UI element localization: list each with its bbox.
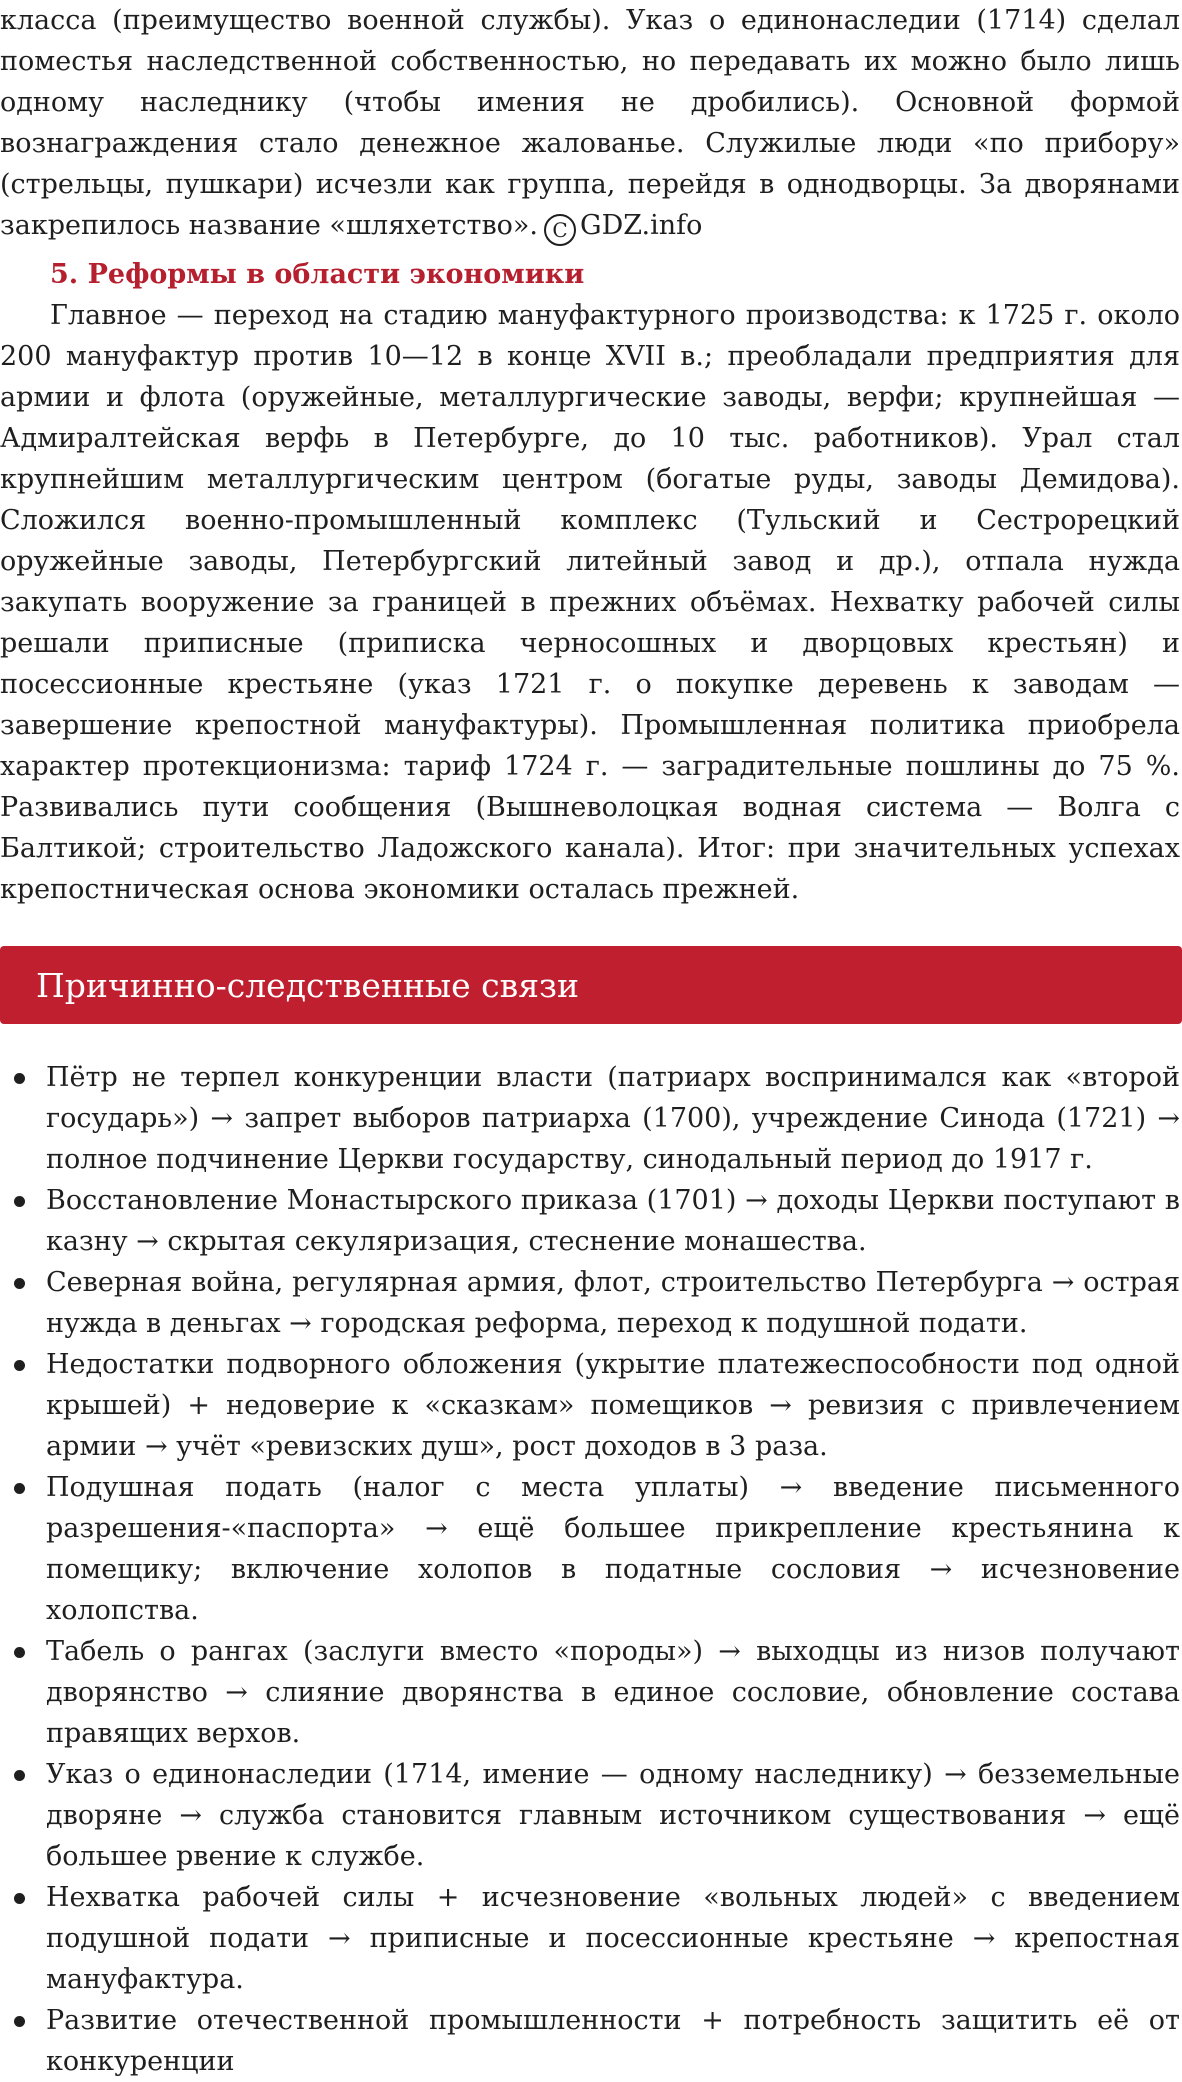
list-item-text: Табель о рангах (заслуги вместо «породы») → выходцы из низов получают дворянство → слияние дворянства в единое сословие, обновление состава правящих верхов. xyxy=(46,1636,1180,1749)
bullet-icon xyxy=(14,1893,25,1904)
list-item-text: Нехватка рабочей силы + исчезновение «вольных людей» с введением подушной подати → приписные и посессионные крестьяне → крепостная мануфактура. xyxy=(46,1882,1180,1995)
section-heading: 5. Реформы в области экономики xyxy=(50,259,585,290)
bullet-icon xyxy=(14,1360,25,1371)
cause-effect-banner xyxy=(0,946,1182,1024)
copyright-icon: C xyxy=(544,214,576,246)
list-item-text: Развитие отечественной промышленности + потребность защитить её от конкуренции xyxy=(46,2005,1180,2077)
intro-paragraph xyxy=(0,0,1182,246)
list-item-text: Северная война, регулярная армия, флот, строительство Петербурга → острая нужда в деньгах → городская реформа, переход к подушной подати. xyxy=(46,1267,1180,1339)
bullet-icon xyxy=(14,1483,25,1494)
copyright-text: GDZ.info xyxy=(580,210,703,241)
bullet-icon xyxy=(14,1770,25,1781)
bullet-icon xyxy=(14,1278,25,1289)
list-item-text: Пётр не терпел конкуренции власти (патриарх воспринимался как «второй государь») → запрет выборов патриарха (1700), учреждение Синода (1721) → полное подчинение Церкви государству, синодальный период до 1917 г. xyxy=(46,1062,1180,1175)
list-item xyxy=(0,1754,1182,1877)
list-item-text: Недостатки подворного обложения (укрытие платежеспособности под одной крышей) + недоверие к «сказкам» помещиков → ревизия с привлечением армии → учёт «ревизских душ», рост доходов в 3 раза. xyxy=(46,1349,1180,1462)
bullet-icon xyxy=(14,1647,25,1658)
cause-effect-list xyxy=(0,1057,1182,2082)
list-item xyxy=(0,1180,1182,1262)
bullet-icon xyxy=(14,1073,25,1084)
list-item-text: Восстановление Монастырского приказа (1701) → доходы Церкви поступают в казну → скрытая секуляризация, стеснение монашества. xyxy=(46,1185,1180,1257)
list-item-text: Указ о единонаследии (1714, имение — одному наследнику) → безземельные дворяне → служба становится главным источником существования → ещё большее рвение к службе. xyxy=(46,1759,1180,1872)
list-item xyxy=(0,1057,1182,1180)
list-item xyxy=(0,1631,1182,1754)
banner-title: Причинно-следственные связи xyxy=(36,965,580,1005)
bullet-icon xyxy=(14,1196,25,1207)
list-item xyxy=(0,1877,1182,2000)
list-item xyxy=(0,1344,1182,1467)
list-item-text: Подушная подать (налог с места уплаты) → введение письменного разрешения-«паспорта» → ещё большее прикрепление крестьянина к помещику; включение холопов в податные сословия → исчезновение холопства. xyxy=(46,1472,1180,1626)
bullet-icon xyxy=(14,2016,25,2027)
list-item xyxy=(0,1262,1182,1344)
intro-text: класса (преимущество военной службы). Указ о единонаследии (1714) сделал поместья наследственной собственностью, но передавать их можно было лишь одному наследнику (чтобы имения не дробились). Основной формой вознаграждения стало денежное жалованье. Служилые люди «по прибору» (стрельцы, пушкари) исчезли как группа, перейдя в однодворцы. За дворянами закрепилось название «шляхетство». xyxy=(0,5,1180,241)
list-item xyxy=(0,2000,1182,2082)
economy-paragraph: Главное — переход на стадию мануфактурного производства: к 1725 г. около 200 мануфактур против 10—12 в конце XVII в.; преобладали предприятия для армии и флота (оружейные, металлургические заводы, верфи; крупнейшая — Адмиралтейская верфь в Петербурге, до 10 тыс. работников). Урал стал крупнейшим металлургическим центром (богатые руды, заводы Демидова). Сложился военно-промышленный комплекс (Тульский и Сестрорецкий оружейные заводы, Петербургский литейный завод и др.), отпала нужда закупать вооружение за границей в прежних объёмах. Нехватку рабочей силы решали приписные (приписка черносошных и дворцовых крестьян) и посессионные крестьяне (указ 1721 г. о покупке деревень к заводам — завершение крепостной мануфактуры). Промышленная политика приобрела характер протекционизма: тариф 1724 г. — заградительные пошлины до 75 %. Развивались пути сообщения (Вышневолоцкая водная система — Волга с Балтикой; строительство Ладожского канала). Итог: при значительных успехах крепостническая основа экономики осталась прежней. xyxy=(0,300,1180,905)
list-item xyxy=(0,1467,1182,1631)
